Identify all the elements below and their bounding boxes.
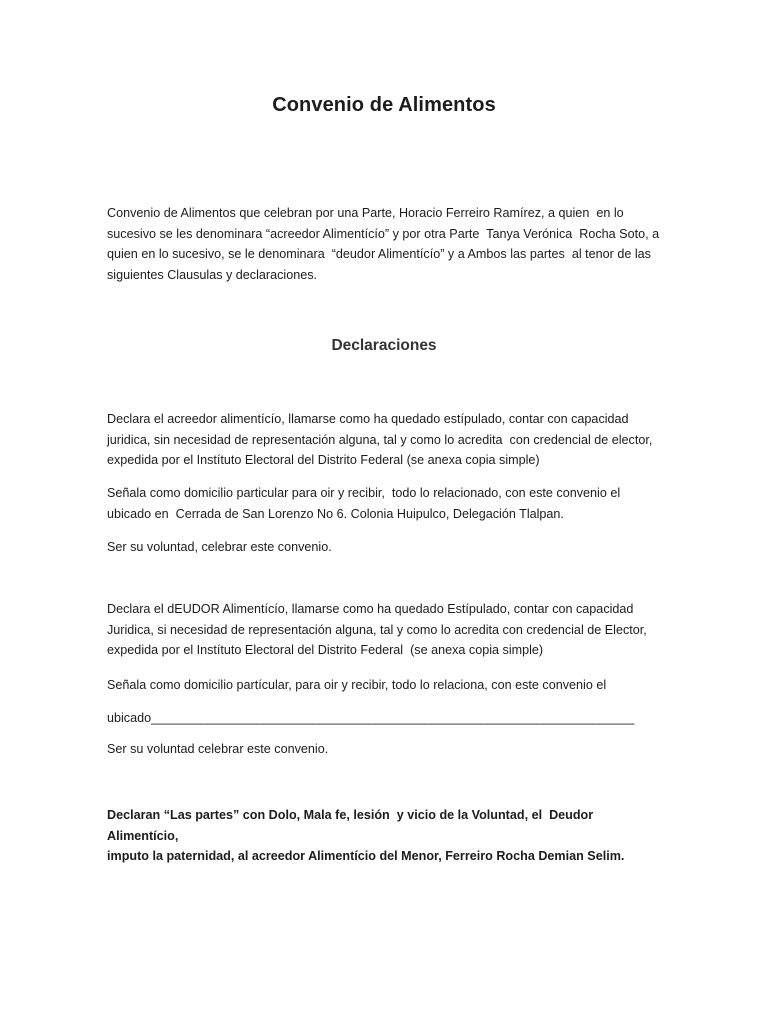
- debtor-address-blank-line: ubicado_____________________________________________________________________: [107, 711, 635, 725]
- document-title: Convenio de Alimentos: [272, 94, 496, 116]
- declaration-debtor-paragraph: Declara el dEUDOR Alimentícío, llamarse como ha quedado Estípulado, contar con capacidad Juridica, si necesidad de representación alguna, tal y como lo acredita con credencial de Elector, expedida por el Instítuto Electoral del Distrito Federal (se anexa copia simple): [107, 602, 647, 657]
- section-heading: Declaraciones: [331, 337, 437, 354]
- debtor-address-paragraph: Señala como domicilio partícular, para oir y recibir, todo lo relaciona, con este convenio el: [107, 678, 607, 692]
- parties-declaration-paragraph: Declaran “Las partes” con Dolo, Mala fe, lesión y vicio de la Voluntad, el Deudor Alimentício, imputo la paternidad, al acreedor Alimentício del Menor, Ferreiro Rocha Demian Selim.: [107, 808, 625, 863]
- creditor-address-paragraph: Señala como domicilio particular para oir y recibir, todo lo relacionado, con este convenio el ubicado en Cerrada de San Lorenzo No 6. Colonia Huipulco, Delegación Tlalpan.: [107, 486, 621, 521]
- declaration-creditor-paragraph: Declara el acreedor alimentícío, llamarse como ha quedado estípulado, contar con capacidad juridica, sin necesidad de representación alguna, tal y como lo acredita con credencial de elector, expedida por el Instítuto Electoral del Distrito Federal (se anexa copia simple): [107, 412, 653, 467]
- debtor-will-paragraph: Ser su voluntad celebrar este convenio.: [107, 742, 329, 756]
- creditor-will-paragraph: Ser su voluntad, celebrar este convenio.: [107, 540, 332, 554]
- intro-paragraph: Convenio de Alimentos que celebran por una Parte, Horacio Ferreiro Ramírez, a quien en lo sucesivo se les denominara “acreedor Alimentícío” y por otra Parte Tanya Verónica Rocha Soto, a quien en lo sucesivo, se le denominara “deudor Alimentícío” y a Ambos las partes al tenor de las siguientes Clausulas y declaraciones.: [107, 206, 660, 282]
